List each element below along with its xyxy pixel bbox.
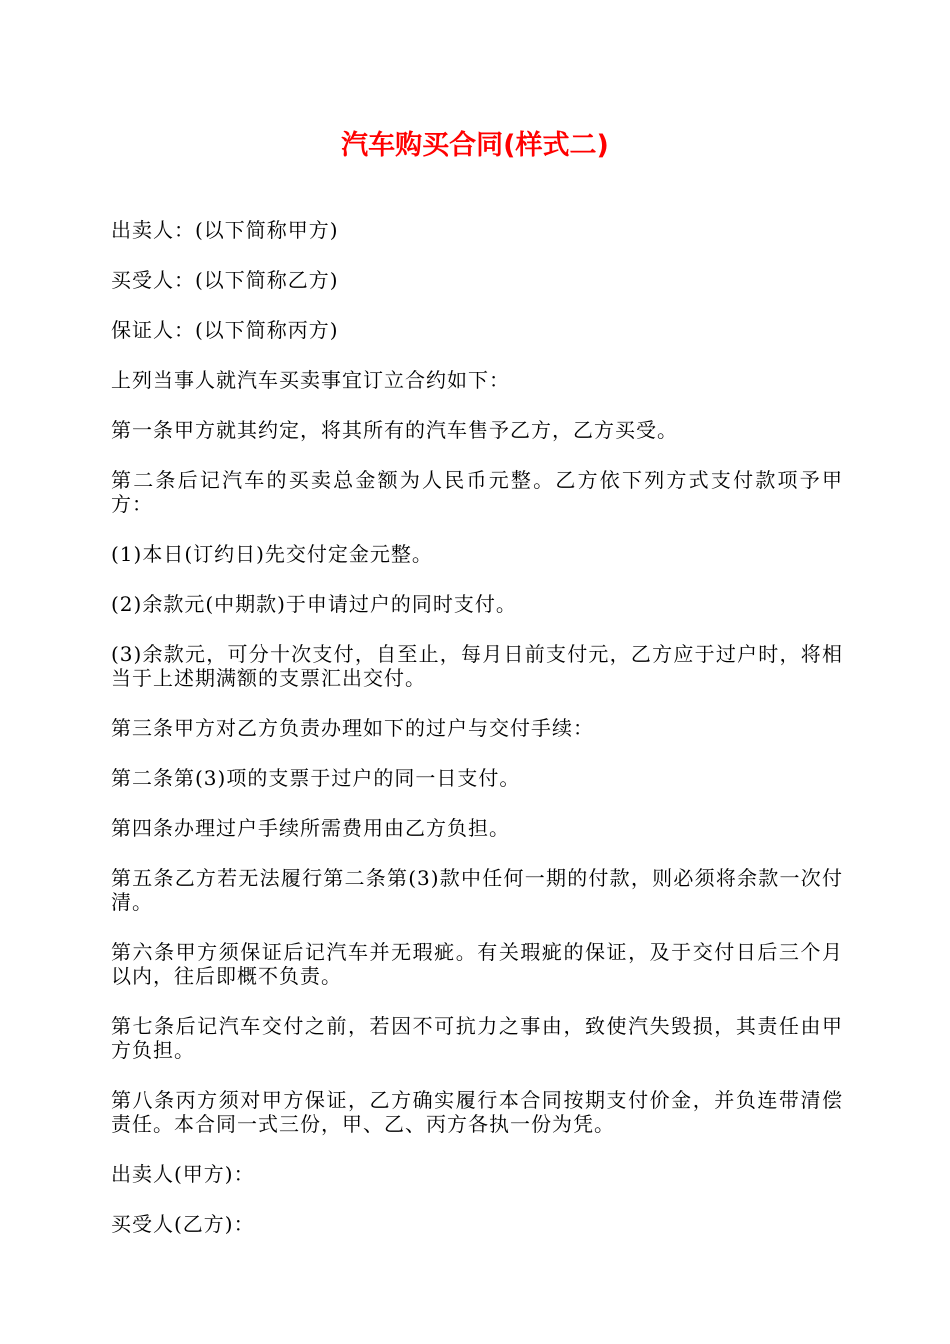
paragraph-article-3: 第三条甲方对乙方负责办理如下的过户与交付手续： [111,716,594,740]
paragraph-article-2: 第二条后记汽车的买卖总金额为人民币元整。乙方依下列方式支付款项予甲方： [111,468,843,516]
document-title: 汽车购买合同(样式二) [341,130,609,161]
document-body [111,218,843,1262]
signature-seller: 出卖人(甲方)： [111,1162,255,1186]
paragraph-article-3-detail: 第二条第(3)项的支票于过户的同一日支付。 [111,766,521,790]
paragraph-preamble: 上列当事人就汽车买卖事宜订立合约如下： [111,368,510,392]
paragraph-item-2: (2)余款元(中期款)于申请过户的同时支付。 [111,592,517,616]
paragraph-article-1: 第一条甲方就其约定，将其所有的汽车售予乙方，乙方买受。 [111,418,678,442]
paragraph-seller: 出卖人：(以下简称甲方) [111,218,339,242]
paragraph-item-1: (1)本日(订约日)先交付定金元整。 [111,542,433,566]
signature-buyer: 买受人(乙方)： [111,1212,255,1236]
paragraph-article-5: 第五条乙方若无法履行第二条第(3)款中任何一期的付款，则必须将余款一次付清。 [111,866,843,914]
paragraph-article-8: 第八条丙方须对甲方保证，乙方确实履行本合同按期支付价金，并负连带清偿责任。本合同一式三份，甲、乙、丙方各执一份为凭。 [111,1088,843,1136]
paragraph-item-3: (3)余款元，可分十次支付，自至止，每月日前支付元，乙方应于过户时，将相当于上述期满额的支票汇出交付。 [111,642,843,690]
paragraph-article-6: 第六条甲方须保证后记汽车并无瑕疵。有关瑕疵的保证，及于交付日后三个月以内，往后即概不负责。 [111,940,843,988]
paragraph-buyer: 买受人：(以下简称乙方) [111,268,339,292]
paragraph-guarantor: 保证人：(以下简称丙方) [111,318,339,342]
paragraph-article-4: 第四条办理过户手续所需费用由乙方负担。 [111,816,510,840]
paragraph-article-7: 第七条后记汽车交付之前，若因不可抗力之事由，致使汽失毁损，其责任由甲方负担。 [111,1014,843,1062]
